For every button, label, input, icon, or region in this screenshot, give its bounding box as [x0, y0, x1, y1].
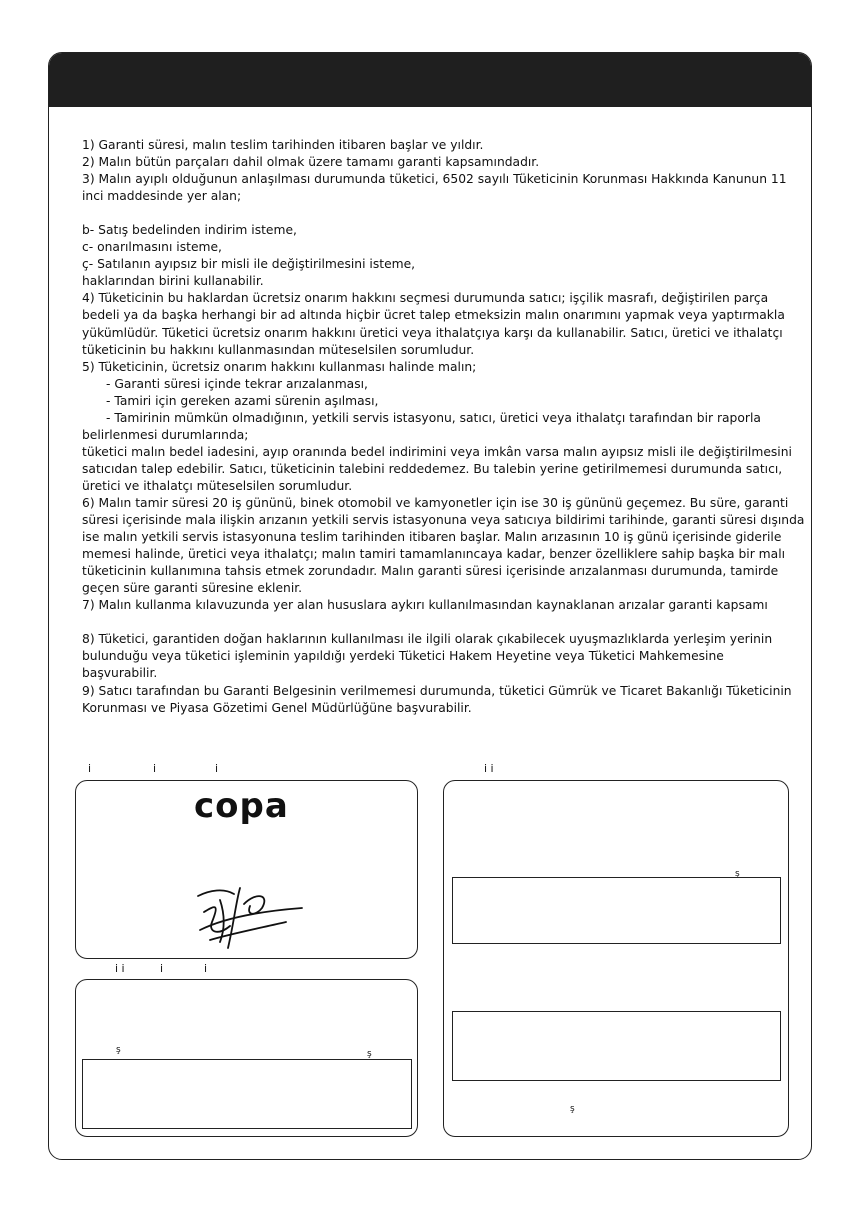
- terms-line: tüketicinin kullanımına tahsis etmek zorundadır. Malın garanti süresi içerisinde arızalanması durumunda, tamirde: [82, 564, 779, 579]
- blank-line: [82, 205, 782, 222]
- warranty-terms: [82, 137, 805, 717]
- product-field-mark: ş: [735, 869, 740, 879]
- terms-line: tüketicinin bu hakkını kullanmasından müteselsilen sorumludur.: [82, 342, 475, 357]
- terms-line: üretici ve ithalatçı müteselsilen sorumludur.: [82, 478, 353, 493]
- manufacturer-label-a: i: [88, 762, 92, 775]
- terms-line: satıcıdan talep edebilir. Satıcı, tüketicinin talebini reddedemez. Bu talebin yerine getirilmemesi durumunda satıcı,: [82, 461, 783, 476]
- header-bar: [49, 53, 811, 107]
- terms-line: haklarından birini kullanabilir.: [82, 274, 264, 289]
- seller-label-b: i: [160, 962, 164, 975]
- terms-line: c- onarılmasını isteme,: [82, 240, 222, 255]
- product-date-field[interactable]: [452, 1011, 781, 1081]
- product-label-a: i i: [484, 762, 494, 775]
- seller-label-c: i: [204, 962, 208, 975]
- manufacturer-label-b: i: [153, 762, 157, 775]
- terms-line: 9) Satıcı tarafından bu Garanti Belgesinin verilmemesi durumunda, tüketici Gümrük ve Ticaret Bakanlığı Tüketicinin: [82, 683, 792, 698]
- product-box: [443, 780, 789, 1137]
- blank-line: [82, 614, 782, 631]
- seller-stamp-mark: ş: [116, 1045, 121, 1055]
- seller-info-field[interactable]: [82, 1059, 412, 1129]
- terms-line: 8) Tüketici, garantiden doğan haklarının kullanılması ile ilgili olarak çıkabilecek uyuşmazlıklarda yerleşim yerinin: [82, 632, 773, 647]
- terms-line: inci maddesinde yer alan;: [82, 189, 242, 204]
- terms-line: ç- Satılanın ayıpsız bir misli ile değiştirilmesini isteme,: [82, 257, 416, 272]
- terms-line: bedeli ya da başka herhangi bir ad altında hiçbir ücret talep etmeksizin malın onarımını yapmak veya yaptırmakla: [82, 308, 785, 323]
- terms-line: Korunması ve Piyasa Gözetimi Genel Müdürlüğüne başvurabilir.: [82, 700, 472, 715]
- terms-line: 3) Malın ayıplı olduğunun anlaşılması durumunda tüketici, 6502 sayılı Tüketicinin Korunması Hakkında Kanunun 11: [82, 172, 787, 187]
- terms-line: belirlenmesi durumlarında;: [82, 427, 249, 442]
- product-bottom-mark: ş: [570, 1104, 575, 1114]
- terms-line: 7) Malın kullanma kılavuzunda yer alan hususlara aykırı kullanılmasından kaynaklanan arızalar garanti kapsamı: [82, 598, 768, 613]
- terms-line: başvurabilir.: [82, 666, 158, 681]
- terms-line: - Garanti süresi içinde tekrar arızalanması,: [106, 376, 368, 391]
- terms-line: 6) Malın tamir süresi 20 iş gününü, binek otomobil ve kamyonetler için ise 30 iş gününü geçemez. Bu süre, garanti: [82, 495, 789, 510]
- terms-line: b- Satış bedelinden indirim isteme,: [82, 223, 297, 238]
- product-info-field[interactable]: [452, 877, 781, 944]
- terms-line: memesi halinde, üretici veya ithalatçı; malın tamiri tamamlanıncaya kadar, benzer özelliklere sahip başka bir malı: [82, 547, 786, 562]
- seller-signature-mark: ş: [367, 1049, 372, 1059]
- manufacturer-label-c: i: [215, 762, 219, 775]
- terms-line: 2) Malın bütün parçaları dahil olmak üzere tamamı garanti kapsamındadır.: [82, 155, 540, 170]
- terms-line: geçen süre garanti süresine eklenir.: [82, 581, 303, 596]
- terms-line: - Tamirinin mümkün olmadığının, yetkili servis istasyonu, satıcı, üretici veya ithalatçı tarafından bir raporla: [106, 410, 761, 425]
- terms-line: bulunduğu veya tüketici işleminin yapıldığı yerdeki Tüketici Hakem Heyetine veya Tüketici Mahkemesine: [82, 649, 724, 664]
- terms-line: ise malın yetkili servis istasyonuna teslim tarihinden itibaren başlar. Malın arızasının 10 iş günü içerisinde giderile: [82, 530, 782, 545]
- seller-label-a: i i: [115, 962, 125, 975]
- terms-line: yükümlüdür. Tüketici ücretsiz onarım hakkını üretici veya ithalatçıya karşı da kullanabilir. Satıcı, üretici ve ithalatçı: [82, 325, 783, 340]
- signature-image: [190, 882, 305, 954]
- terms-line: 4) Tüketicinin bu haklardan ücretsiz onarım hakkını seçmesi durumunda satıcı; işçilik masrafı, değiştirilen parça: [82, 291, 769, 306]
- terms-line: süresi içerisinde mala ilişkin arızanın yetkili servis istasyonuna veya satıcıya bildirimi tarihinde, garanti süresi dışında: [82, 513, 805, 528]
- terms-line: - Tamiri için gereken azami sürenin aşılması,: [106, 393, 379, 408]
- terms-line: 1) Garanti süresi, malın teslim tarihinden itibaren başlar ve yıldır.: [82, 138, 484, 152]
- terms-line: tüketici malın bedel iadesini, ayıp oranında bedel indirimini veya imkân varsa malın ayıpsız misli ile değiştirilmesini: [82, 444, 792, 459]
- terms-line: 5) Tüketicinin, ücretsiz onarım hakkını kullanması halinde malın;: [82, 359, 477, 374]
- company-logo: copa: [194, 786, 289, 826]
